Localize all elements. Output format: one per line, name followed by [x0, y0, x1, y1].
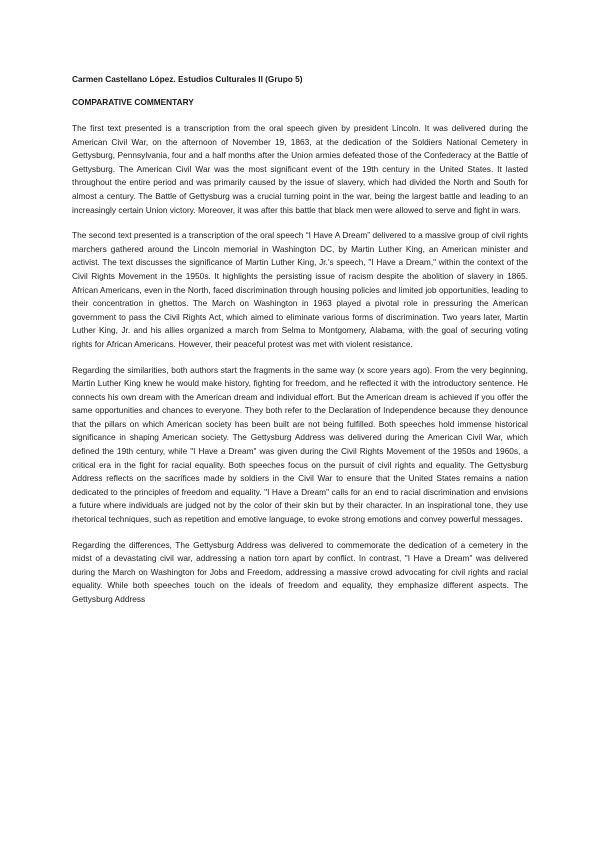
paragraph-4: Regarding the differences, The Gettysburg Address was delivered to commemorate the dedication of a cemetery in the midst of a devastating civil war, addressing a nation torn apart by conflict. In contrast, "I Have a Dream" was delivered during the March on Washington for Jobs and Freedom, addressing a massive crowd advocating for civil rights and racial equality. While both speeches touch on the ideals of freedom and equality, they emphasize different aspects. The Gettysburg Address: [72, 539, 528, 604]
author-line: Carmen Castellano López. Estudios Culturales II (Grupo 5): [72, 74, 303, 84]
document-title: COMPARATIVE COMMENTARY: [72, 97, 194, 107]
paragraph-1: The first text presented is a transcription from the oral speech given by president Lincoln. It was delivered during the American Civil War, on the afternoon of November 19, 1863, at the dedication of the Soldiers National Cemetery in Gettysburg, Pennsylvania, four and a half months after the Union armies defeated those of the Confederacy at the Battle of Gettysburg. The American Civil War was the most significant event of the 19th century in the United States. It lasted throughout the entire period and was primarily caused by the issue of slavery, which had divided the North and South for almost a century. The Battle of Gettysburg was a crucial turning point in the war, being the largest battle and leading to an increasingly certain Union victory. Moreover, it was after this battle that black men were allowed to serve and fight in wars.: [72, 123, 528, 215]
paragraph-2: The second text presented is a transcription of the oral speech “I Have A Dream” delivered to a massive group of civil rights marchers gathered around the Lincoln memorial in Washington DC, by Martin Luther King, an American minister and activist. The text discusses the significance of Martin Luther King, Jr.'s speech, "I Have a Dream," within the context of the Civil Rights Movement in the 1950s. It highlights the persisting issue of racism despite the abolition of slavery in 1865. African Americans, even in the North, faced discrimination through housing policies and limited job opportunities, leading to their concentration in ghettos. The March on Washington in 1963 played a pivotal role in pressuring the American government to pass the Civil Rights Act, which aimed to eliminate various forms of discrimination. Two years later, Martin Luther King, Jr. and his allies organized a march from Selma to Montgomery, Alabama, with the goal of securing voting rights for African Americans. However, their peaceful protest was met with violent resistance.: [72, 230, 528, 349]
paragraph-3: Regarding the similarities, both authors start the fragments in the same way (x score years ago). From the very beginning, Martin Luther King knew he would make history, fighting for freedom, and he reflected it with the introductory sentence. He connects his own dream with the American dream and individual effort. But the American dream is achieved if you offer the same opportunities and chances to everyone. They both refer to the Declaration of Independence because they denounce that the pillars on which American society has been built are not being fulfilled. Both speeches hold immense historical significance in shaping American society. The Gettysburg Address was delivered during the American Civil War, which defined the 19th century, while "I Have a Dream" was given during the Civil Rights Movement of the 1950s and 1960s, a critical era in the fight for racial equality. Both speeches focus on the pursuit of civil rights and equality. The Gettysburg Address reflects on the sacrifices made by soldiers in the Civil War to ensure that the United States remains a nation dedicated to the principles of freedom and equality. "I Have a Dream" calls for an end to racial discrimination and envisions a future where individuals are judged not by the color of their skin but by their character. In an inspirational tone, they use rhetorical techniques, such as repetition and emotive language, to evoke strong emotions and convey powerful messages.: [72, 364, 528, 525]
